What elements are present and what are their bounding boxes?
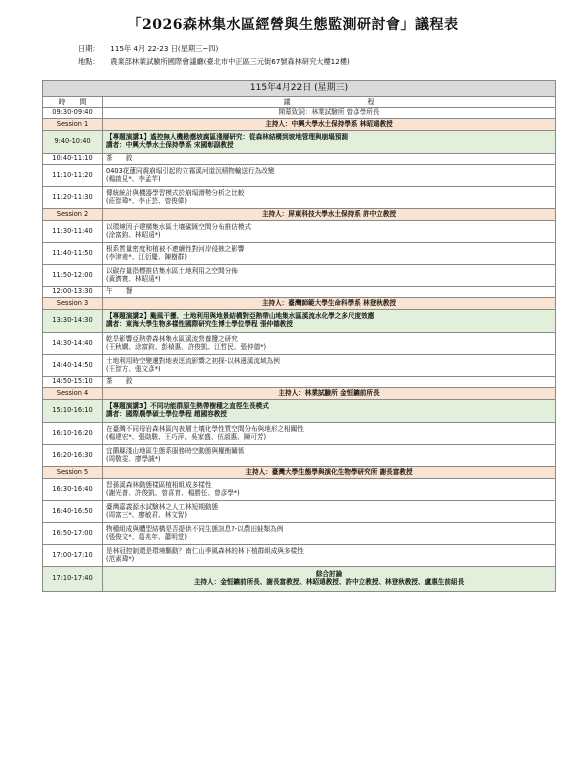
agenda-cell	[103, 298, 556, 310]
time-cell: 16:20-16:30	[43, 445, 103, 467]
agenda-line: (張俊文*、葛兆年、蕭明堂)	[106, 532, 187, 541]
agenda-line: 根系質量密度和植被不連續性對河岸侵蝕之影響	[106, 244, 245, 253]
agenda-line: 主持人：金恒鑣前所長、謝長富教授、林昭遠教授、許中立教授、林登秋教授、盧惠生前組長	[193, 578, 465, 586]
agenda-line: 0403花蓮同震崩塌引起的立霧溪河道沉積物輸送行為改變	[106, 166, 275, 175]
agenda-line: 茶 敘	[106, 377, 133, 386]
time-column-header: 時 間	[43, 97, 103, 108]
agenda-line: (楊建宏*、張勛駿、王巧萍、吳家盛、伍淑惠、陳可芳)	[106, 432, 267, 441]
agenda-cell	[103, 221, 556, 243]
agenda-cell	[103, 131, 556, 154]
date-value: 115年 4月 22-23 日(星期三~四)	[110, 44, 219, 53]
agenda-line: 主持人：臺灣大學生態學與演化生物學研究所 謝長富教授	[245, 467, 413, 476]
time-cell: 09:30-09:40	[43, 108, 103, 119]
agenda-line: 茶 敘	[106, 154, 133, 163]
session-row	[43, 119, 556, 131]
agenda-line: (范素瑋*)	[106, 554, 135, 563]
agenda-line: 在臺灣不同母岩森林區內表層土壤化學性質空間分布與地形之相關性	[106, 424, 304, 433]
time-cell: 15:10-16:10	[43, 400, 103, 423]
agenda-line: (涂富鈞、林昭遠*)	[106, 230, 161, 239]
agenda-cell	[103, 567, 556, 592]
agenda-line: 宜蘭縣淺山地區生態系服務時空動態與權衡關係	[106, 446, 245, 455]
agenda-row	[43, 243, 556, 265]
agenda-line: (周富三*、廖敏君、林文智)	[106, 510, 187, 519]
agenda-row	[43, 187, 556, 209]
agenda-cell	[103, 209, 556, 221]
agenda-line: (王秋嫻、涂富鈞、彭楨惠、許俊凱、江哲民、張仲德*)	[106, 342, 267, 351]
time-cell: 17:00-17:10	[43, 545, 103, 567]
agenda-cell	[103, 119, 556, 131]
agenda-line: (楊啟見*、李孟芊)	[106, 174, 161, 183]
agenda-cell	[103, 265, 556, 287]
agenda-cell	[103, 287, 556, 298]
agenda-line: 土地利用時空變遷對地表逕流影響之初探-以林邊溪流域為例	[106, 356, 280, 365]
agenda-cell	[103, 445, 556, 467]
time-cell: 11:30-11:40	[43, 221, 103, 243]
location-value: 農業部林業試驗所國際會議廳(臺北市中正區三元街67號森林研究大樓12樓)	[110, 57, 350, 66]
page-title: 「2026森林集水區經營與生態監測研討會」議程表	[127, 17, 459, 33]
agenda-line: 傳統統計與機器學習模式於崩塌潛勢分析之比較	[106, 188, 245, 197]
time-cell: 16:10-16:20	[43, 423, 103, 445]
time-cell: 14:30-14:40	[43, 333, 103, 355]
session-row	[43, 298, 556, 310]
agenda-line: (黃濟寰、林昭遠*)	[106, 274, 161, 283]
time-cell: Session 2	[43, 209, 103, 221]
agenda-line: 物種組成與體型結構是否提供不同生態訊息?-以農田蛙類為例	[106, 524, 284, 533]
agenda-row	[43, 423, 556, 445]
agenda-line: (莊智瑋*、李正芸、曾俊偉)	[106, 196, 187, 205]
header-row	[43, 97, 556, 108]
agenda-cell	[103, 501, 556, 523]
time-cell: 13:30-14:30	[43, 310, 103, 333]
location-line	[78, 57, 350, 67]
agenda-row	[43, 355, 556, 377]
location-label: 地點：	[78, 57, 100, 66]
agenda-cell	[103, 165, 556, 187]
agenda-row	[43, 545, 556, 567]
agenda-line: 以環境因子建構集水區土壤碳匯空間分布推估模式	[106, 222, 252, 231]
agenda-cell	[103, 377, 556, 388]
agenda-cell	[103, 243, 556, 265]
agenda-cell	[103, 467, 556, 479]
time-cell: 16:40-16:50	[43, 501, 103, 523]
agenda-row	[43, 445, 556, 467]
time-cell: 11:50-12:00	[43, 265, 103, 287]
time-cell: 11:40-11:50	[43, 243, 103, 265]
time-cell: 16:30-16:40	[43, 479, 103, 501]
time-cell: Session 5	[43, 467, 103, 479]
agenda-row	[43, 287, 556, 298]
agenda-row	[43, 400, 556, 423]
time-cell: 11:20-11:30	[43, 187, 103, 209]
agenda-row	[43, 131, 556, 154]
agenda-line: (王智方、張文彥*)	[106, 364, 161, 373]
session-row	[43, 467, 556, 479]
time-cell: 17:10-17:40	[43, 567, 103, 592]
time-cell: 12:00-13:30	[43, 287, 103, 298]
agenda-cell	[103, 187, 556, 209]
time-cell: 10:40-11:10	[43, 154, 103, 165]
agenda-cell	[103, 545, 556, 567]
agenda-cell	[103, 355, 556, 377]
agenda-row	[43, 221, 556, 243]
agenda-line: 講者：國際農學碩士學位學程 趙國容教授	[106, 410, 227, 418]
agenda-row	[43, 333, 556, 355]
agenda-line: 開幕致詞：林業試驗所 曾彥學所長	[278, 108, 380, 117]
agenda-line: 習孫溪森林動態樣區植相組成多樣性	[106, 480, 212, 489]
agenda-row	[43, 567, 556, 592]
agenda-line: 【專題演講1】遙控無人機勘應坡腐區淺層研究：從森林結構到坡地管理與崩塌預測	[106, 133, 348, 142]
agenda-line: 乾旱影響亞熱帶森林集水區溪流營養鹽之研究	[106, 334, 238, 343]
date-label: 日期：	[78, 44, 100, 53]
agenda-line: 綜合討論	[315, 570, 343, 579]
agenda-row	[43, 523, 556, 545]
agenda-cell	[103, 108, 556, 119]
session-row	[43, 388, 556, 400]
time-cell: 14:40-14:50	[43, 355, 103, 377]
agenda-line: 講者：東海大學生物多樣性國際研究生博士學位學程 張仲德教授	[106, 320, 293, 328]
agenda-row	[43, 108, 556, 119]
time-cell: Session 1	[43, 119, 103, 131]
agenda-row	[43, 165, 556, 187]
agenda-table	[42, 80, 556, 592]
agenda-row	[43, 265, 556, 287]
agenda-cell	[103, 523, 556, 545]
time-cell: Session 4	[43, 388, 103, 400]
date-heading-row	[43, 81, 556, 97]
agenda-line: 【專題演講3】不同功能群原生熱帶樹種之直徑生長模式	[106, 402, 269, 411]
agenda-row	[43, 154, 556, 165]
time-cell: 14:50-15:10	[43, 377, 103, 388]
agenda-cell	[103, 154, 556, 165]
agenda-row	[43, 377, 556, 388]
agenda-cell	[103, 400, 556, 423]
agenda-row	[43, 501, 556, 523]
agenda-line: (周敬雯、廖學誠*)	[106, 454, 161, 463]
agenda-row	[43, 310, 556, 333]
agenda-line: 主持人：林業試驗所 金恒鑣前所長	[278, 388, 380, 397]
agenda-line: (謝光普、許俊凱、曾喜育、楊勝任、曾彥學*)	[106, 488, 240, 497]
agenda-line: 午 餐	[106, 287, 133, 296]
date-heading: 115年4月22日 (星期三)	[43, 81, 556, 97]
agenda-line: 講者：中興大學水土保持學系 宋國彰副教授	[106, 141, 234, 149]
time-cell: 16:50-17:00	[43, 523, 103, 545]
agenda-line: 臺灣嘉義源水試驗林之人工林短期動態	[106, 502, 219, 511]
time-cell: Session 3	[43, 298, 103, 310]
session-row	[43, 209, 556, 221]
time-cell: 9:40-10:40	[43, 131, 103, 154]
agenda-cell	[103, 388, 556, 400]
agenda-cell	[103, 479, 556, 501]
date-line	[78, 44, 218, 54]
agenda-line: 主持人：臺灣師範大學生命科學系 林登秋教授	[261, 298, 397, 307]
agenda-line: (李津甫*、江衍慶、陳樹群)	[106, 252, 187, 261]
agenda-line: 主持人：屏東科技大學水土保持系 許中立教授	[261, 209, 397, 218]
agenda-row	[43, 479, 556, 501]
agenda-column-header: 議 程	[103, 97, 556, 108]
agenda-line: 以碳存量指標推估集水區土地利用之空間分佈	[106, 266, 238, 275]
agenda-line: 【專題演講2】颱風干擾、土地利用與地景結構對亞熱帶山地集水區溪流水化學之多尺度效應	[106, 312, 375, 321]
agenda-line: 主持人：中興大學水土保持學系 林昭遠教授	[265, 119, 393, 128]
agenda-line: 是林冠控制還是環境驅動？南仁山季風森林的林下植群組成與多樣性	[106, 546, 304, 555]
agenda-cell	[103, 310, 556, 333]
agenda-cell	[103, 333, 556, 355]
time-cell: 11:10-11:20	[43, 165, 103, 187]
agenda-cell	[103, 423, 556, 445]
